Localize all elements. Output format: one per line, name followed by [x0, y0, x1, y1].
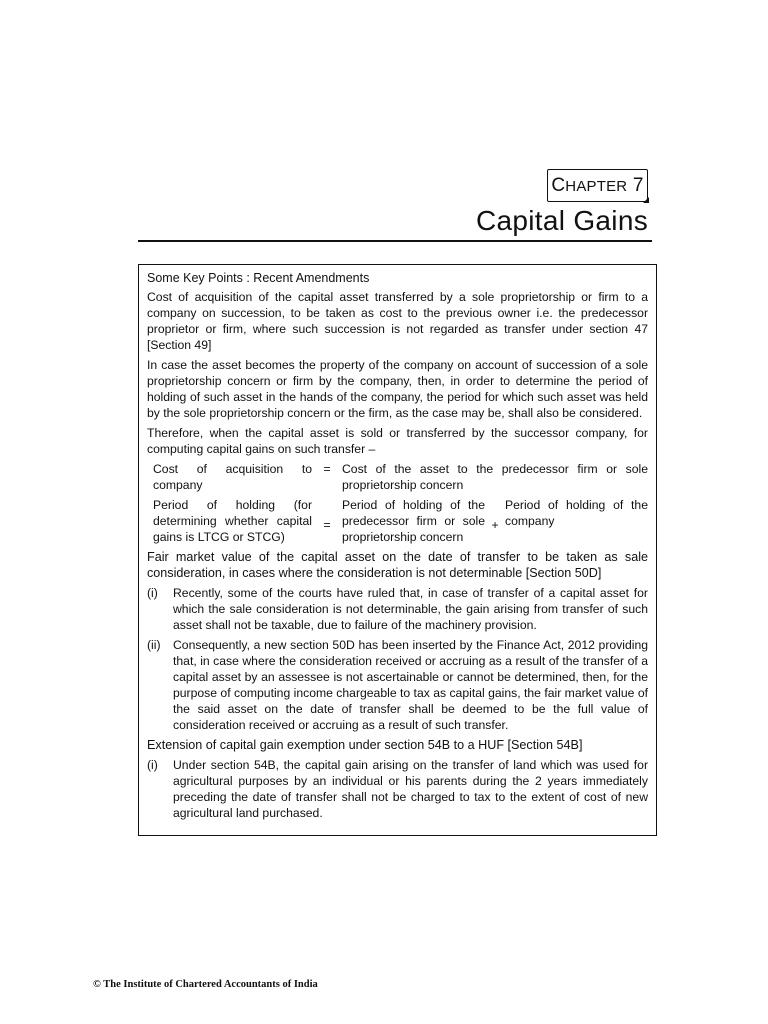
- equation-period: Period of holding (for determining whether capital gains is LTCG or STCG) = Period of holding of the predecessor firm or sole proprietorship concern + Period of holding of the company: [153, 498, 648, 544]
- paragraph-succession: In case the asset becomes the property of the company on account of succession of a sole proprietorship concern or firm by the company, then, in order to determine the period of holding of such asset in the hands of the company, the period for which such asset was held by the sole proprietorship concern or the firm, as the case may be, shall also be considered.: [147, 358, 648, 420]
- paragraph-cost-acquisition: Cost of acquisition of the capital asset transferred by a sole proprietorship or firm to a company on succession, to be taken as cost to the previous owner i.e. the predecessor proprietor or firm, where such succession is not regarded as transfer under section 47 [Section 49]: [147, 290, 648, 352]
- list-item: (i) Recently, some of the courts have ruled that, in case of transfer of a capital asset for which the sale consideration is not determinable, the gain arising from transfer of such asset shall not be taxable, due to failure of the machinery provision.: [147, 586, 648, 632]
- box-heading: Some Key Points : Recent Amendments: [147, 271, 370, 285]
- title-rule: [138, 240, 652, 242]
- list-item: (i) Under section 54B, the capital gain arising on the transfer of land which was used for agricultural purposes by an individual or his parents during the 2 years immediately preceding the date of transfer shall not be charged to tax to the extent of cost of new agricultural land purchased.: [147, 758, 648, 820]
- chapter-title: Capital Gains: [476, 205, 648, 236]
- key-points-box: [138, 264, 657, 836]
- copyright-footer: © The Institute of Chartered Accountants of India: [93, 979, 318, 990]
- chapter-label: CHAPTER 7: [547, 169, 648, 202]
- section-50d-heading: Fair market value of the capital asset on the date of transfer to be taken as sale consideration, in cases where the consideration is not determinable [Section 50D]: [147, 550, 648, 580]
- equation-cost: Cost of acquisition to company = Cost of the asset to the predecessor firm or sole proprietorship concern: [153, 462, 648, 492]
- paragraph-therefore: Therefore, when the capital asset is sold or transferred by the successor company, for computing capital gains on such transfer –: [147, 426, 648, 456]
- list-item: (ii) Consequently, a new section 50D has been inserted by the Finance Act, 2012 providing that, in case where the consideration received or accruing as a result of the transfer of a capital asset by an assessee is not ascertainable or cannot be determined, then, for the purpose of computing income chargeable to tax as capital gains, the fair market value of the said asset on the date of transfer shall be deemed to be the full value of consideration received or accruing as a result of such transfer.: [147, 638, 648, 732]
- section-54b-heading: Extension of capital gain exemption under section 54B to a HUF [Section 54B]: [147, 738, 583, 752]
